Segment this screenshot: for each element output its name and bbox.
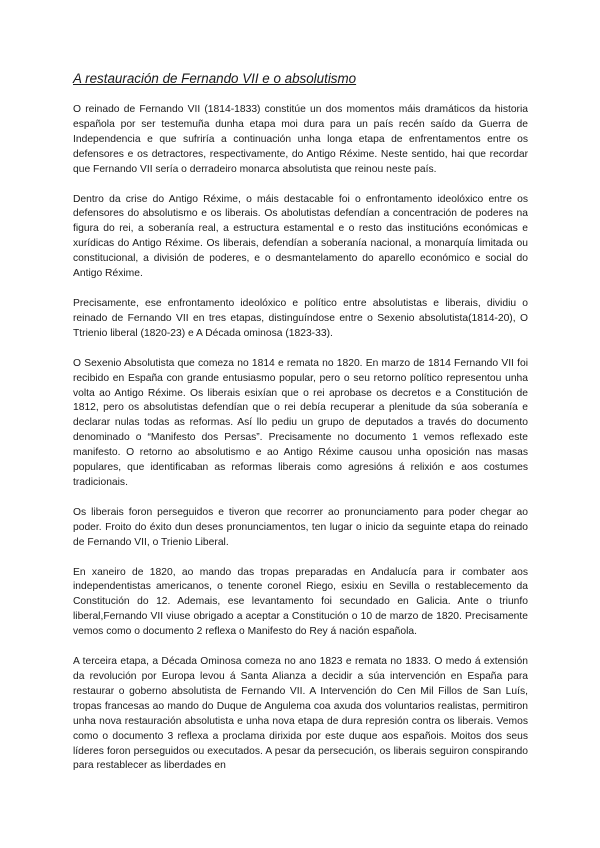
document-page xyxy=(73,70,528,789)
paragraph-3: Precisamente, ese enfrontamento ideolóxico e político entre absolutistas e liberais, dividiu o reinado de Fernando VII en tres etapas, distinguíndose entre o Sexenio absolutista(1814-20), O Ttrienio liberal (1820-23) e A Década ominosa (1823-33). xyxy=(73,297,528,339)
paragraph-4: O Sexenio Absolutista que comeza no 1814 e remata no 1820. En marzo de 1814 Fernando VII foi recibido en España con grande entusiasmo popular, pero o seu retorno político representou unha volta ao Antigo Réxime. Os liberais esixían que o rei aprobase os decretos e a Constitución de 1812, pero os absolutistas defendían que o rei debía recuperar a plenitude da súa soberanía e declarar nulas todas as reformas. Así llo pediu un grupo de deputados a través do documento denominado o “Manifesto dos Persas”. Precisamente no documento 1 vemos reflexado este manifesto. O retorno ao absolutismo e ao Antigo Réxime causou unha oposición nas masas populares, que identificaban as reformas liberais como agresións á relixión e aos costumes tradicionais. xyxy=(73,357,528,488)
paragraph-5: Os liberais foron perseguidos e tiveron que recorrer ao pronunciamento para poder chegar ao poder. Froito do éxito dun deses pronunciamentos, ten lugar o inicio da seguinte etapa do reinado de Fernando VII, o Trienio Liberal. xyxy=(73,506,528,548)
document-title: A restauración de Fernando VII e o absolutismo xyxy=(73,71,357,86)
paragraph-1: O reinado de Fernando VII (1814-1833) constitúe un dos momentos máis dramáticos da historia española por ser testemuña dunha etapa moi dura para un país recén saído da Guerra de Independencia e que sufriría a continuación unha longa etapa de enfrentamentos entre os defensores e os detractores, respectivamente, do Antigo Réxime. Neste sentido, hai que recordar que Fernando VII sería o derradeiro monarca absolutista que reinou neste país. xyxy=(73,104,528,175)
paragraph-7: A terceira etapa, a Década Ominosa comeza no ano 1823 e remata no 1833. O medo á extensión da revolución por Europa levou á Santa Alianza a decidir a súa intervención en España para restaurar o goberno absolutista de Fernando VII. A Intervención do Cen Mil Fillos de San Luís, tropas francesas ao mando do Duque de Angulema coa axuda dos voluntarios realistas, permitiron unha nova restauración absolutista e unha nova etapa de dura represión contra os liberais. Vemos como o documento 3 reflexa a proclama dirixida por este duque aos españois. Moitos dos seus líderes foron perseguidos ou executados. A pesar da persecución, os liberais seguiron conspirando para restablecer as liberdades en xyxy=(73,656,528,772)
paragraph-2: Dentro da crise do Antigo Réxime, o máis destacable foi o enfrontamento ideolóxico entre os defensores do absolutismo e os liberais. Os abolutistas defendían a concentración de poderes na figura do rei, a soberanía real, a estructura estamental e o resto das institucións económicas e xurídicas do Antigo Réxime. Os liberais, defendían a soberanía nacional, a monarquía limitada ou constitucional, a división de poderes, e o desmantelamento do aparello económico e social do Antigo Réxime. xyxy=(73,193,528,280)
paragraph-6: En xaneiro de 1820, ao mando das tropas preparadas en Andalucía para ir combater aos independentistas americanos, o tenente coronel Riego, esixiu en Sevilla o restablecemento da Constitución do 12. Ademais, ese levantamento foi secundado en Galicia. Ante o triunfo liberal,Fernando VII viuse obrigado a aceptar a Constitución o 10 de marzo de 1820. Precisamente vemos como o documento 2 reflexa o Manifesto do Rey á nación española. xyxy=(73,566,528,638)
